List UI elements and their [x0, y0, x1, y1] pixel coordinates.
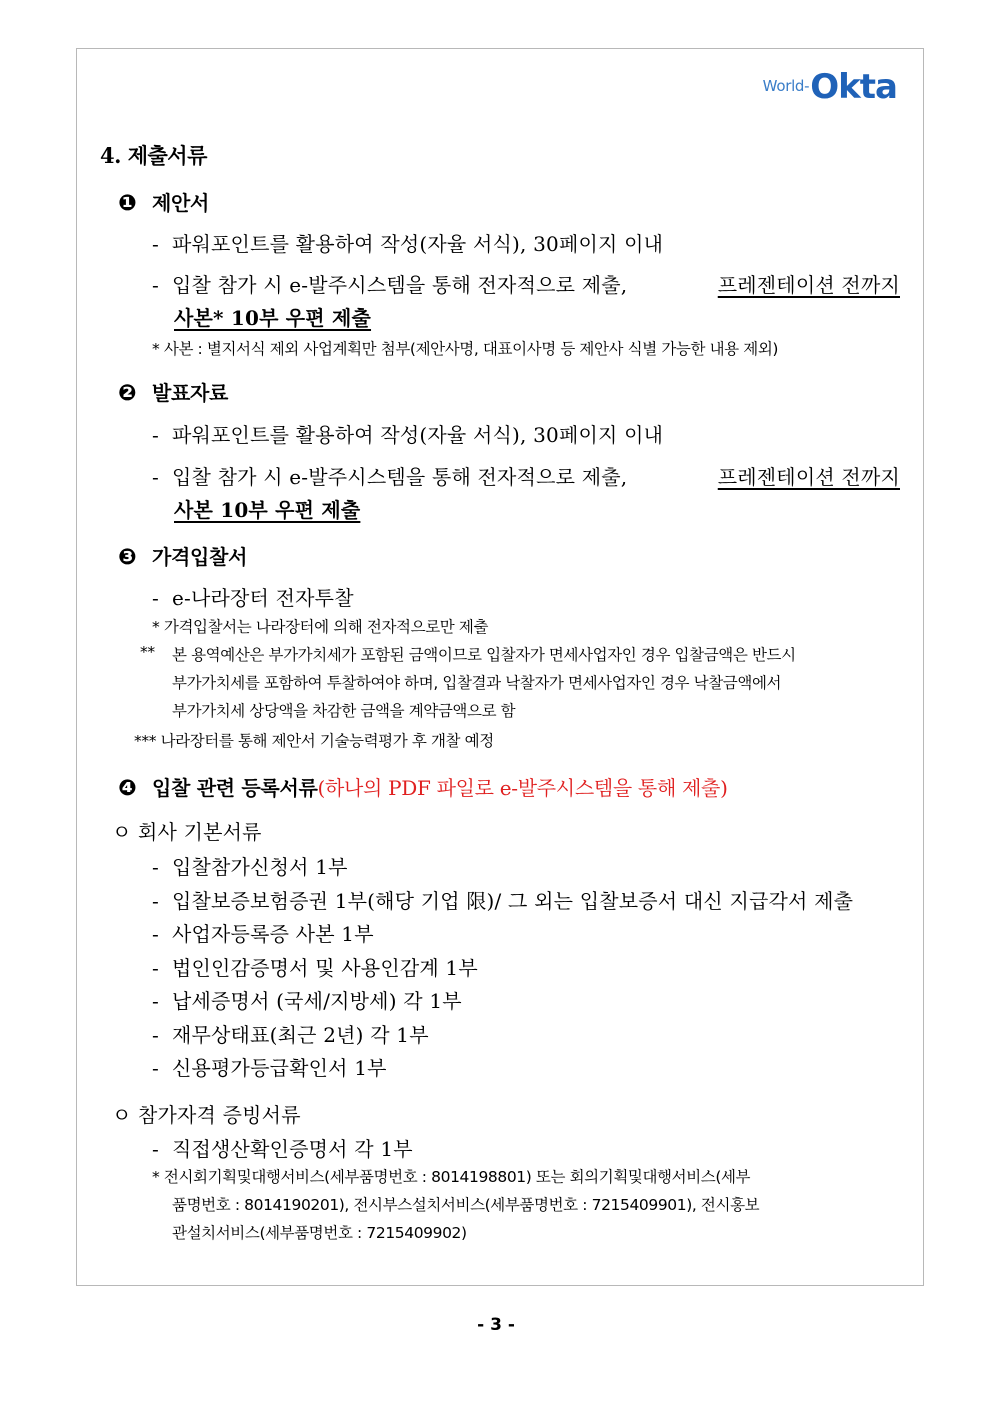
- logo-prefix: World-: [762, 77, 810, 95]
- list-item: - 입찰참가신청서 1부: [152, 855, 348, 879]
- item4-heading: [118, 772, 728, 801]
- group1-heading: [112, 816, 262, 845]
- item2-line1: - 파워포인트를 활용하여 작성(자율 서식), 30페이지 이내: [152, 423, 664, 447]
- item1-number-icon: ❶: [118, 191, 137, 216]
- group1-item-text: 입찰참가신청서 1부: [172, 855, 348, 879]
- item2-title: 발표자료: [152, 381, 229, 405]
- item1-line2: - 입찰 참가 시 e-발주시스템을 통해 전자적으로 제출, 프레젠테이션 전까지: [152, 269, 900, 298]
- item4-number-icon: ❹: [118, 776, 137, 801]
- item4-title-note: (하나의 PDF 파일로 e-발주시스템을 통해 제출): [317, 776, 728, 800]
- item2-line1-text: 파워포인트를 활용하여 작성(자율 서식), 30페이지 이내: [172, 423, 664, 447]
- world-okta-logo: [762, 67, 897, 107]
- list-item: - 법인인감증명서 및 사용인감계 1부: [152, 956, 478, 980]
- item2-heading: [118, 377, 228, 406]
- list-item: - 재무상태표(최근 2년) 각 1부: [152, 1023, 429, 1047]
- group1-item-text: 입찰보증보험증권 1부(해당 기업 限)/ 그 외는 입찰보증서 대신 지급각서 제출: [172, 889, 854, 913]
- item3-heading: [118, 541, 247, 570]
- item3-note2-line2: 부가가치세를 포함하여 투찰하여야 하며, 입찰결과 낙찰자가 면세사업자인 경우 낙찰금액에서: [172, 674, 782, 692]
- group2-note-line1: * 전시회기획및대행서비스(세부품명번호 : 8014198801) 또는 회의기획및대행서비스(세부: [152, 1168, 751, 1186]
- list-item: - 직접생산확인증명서 각 1부: [152, 1137, 413, 1161]
- item1-note: * 사본 : 별지서식 제외 사업계획만 첨부(제안사명, 대표이사명 등 제안사 식별 가능한 내용 제외): [152, 340, 779, 358]
- group2-note-line3: 관설치서비스(세부품명번호 : 7215409902): [172, 1224, 467, 1242]
- group2-note-line2: 품명번호 : 8014190201), 전시부스설치서비스(세부품명번호 : 7215409901), 전시홍보: [172, 1196, 760, 1214]
- item3-note2-line1: 본 용역예산은 부가가치세가 포함된 금액이므로 입찰자가 면세사업자인 경우 입찰금액은 반드시: [172, 646, 796, 664]
- group1-item-text: 법인인감증명서 및 사용인감계 1부: [172, 956, 478, 980]
- group1-title: 회사 기본서류: [138, 820, 262, 844]
- item2-line2-underlined: 프레젠테이션 전까지: [717, 465, 900, 489]
- group1-item-text: 납세증명서 (국세/지방세) 각 1부: [172, 989, 462, 1013]
- group1-item-text: 신용평가등급확인서 1부: [172, 1056, 387, 1080]
- item1-line2-text: 입찰 참가 시 e-발주시스템을 통해 전자적으로 제출,: [172, 273, 628, 297]
- group2-item-text: 직접생산확인증명서 각 1부: [172, 1137, 413, 1161]
- item3-note2-line3: 부가가치세 상당액을 차감한 금액을 계약금액으로 함: [172, 702, 516, 720]
- item2-line2-text: 입찰 참가 시 e-발주시스템을 통해 전자적으로 제출,: [172, 465, 628, 489]
- group2-bullet: ㅇ: [112, 1103, 132, 1127]
- item4-title: 입찰 관련 등록서류: [152, 776, 318, 800]
- item1-line1: - 파워포인트를 활용하여 작성(자율 서식), 30페이지 이내: [152, 232, 664, 256]
- item1-title: 제안서: [152, 191, 210, 215]
- item3-number-icon: ❸: [118, 545, 137, 570]
- list-item: - 사업자등록증 사본 1부: [152, 922, 374, 946]
- item3-title: 가격입찰서: [152, 545, 248, 569]
- page-number: - 3 -: [477, 1315, 515, 1335]
- item3-line1-text: e-나라장터 전자투찰: [172, 586, 354, 610]
- item1-line3: 사본* 10부 우편 제출: [174, 306, 372, 330]
- group1-bullet: ㅇ: [112, 820, 132, 844]
- item2-line2: - 입찰 참가 시 e-발주시스템을 통해 전자적으로 제출, 프레젠테이션 전까지: [152, 461, 900, 490]
- section-title: 4. 제출서류: [100, 143, 207, 168]
- item2-number-icon: ❷: [118, 381, 137, 406]
- logo-brand: Okta: [810, 67, 897, 107]
- item3-line1: - e-나라장터 전자투찰: [152, 586, 354, 610]
- item1-line2-underlined: 프레젠테이션 전까지: [717, 273, 900, 297]
- item1-heading: [118, 187, 209, 216]
- item3-note2-mark: **: [140, 643, 155, 661]
- group2-heading: [112, 1099, 301, 1128]
- list-item: - 납세증명서 (국세/지방세) 각 1부: [152, 989, 462, 1013]
- item3-note3: *** 나라장터를 통해 제안서 기술능력평가 후 개찰 예정: [134, 732, 494, 750]
- group2-title: 참가자격 증빙서류: [138, 1103, 301, 1127]
- list-item: - 입찰보증보험증권 1부(해당 기업 限)/ 그 외는 입찰보증서 대신 지급각서 제출: [152, 889, 854, 913]
- group1-item-text: 사업자등록증 사본 1부: [172, 922, 374, 946]
- item2-line3: 사본 10부 우편 제출: [174, 498, 361, 522]
- group1-item-text: 재무상태표(최근 2년) 각 1부: [172, 1023, 429, 1047]
- list-item: - 신용평가등급확인서 1부: [152, 1056, 387, 1080]
- item3-note1: * 가격입찰서는 나라장터에 의해 전자적으로만 제출: [152, 618, 489, 636]
- item1-line1-text: 파워포인트를 활용하여 작성(자율 서식), 30페이지 이내: [172, 232, 664, 256]
